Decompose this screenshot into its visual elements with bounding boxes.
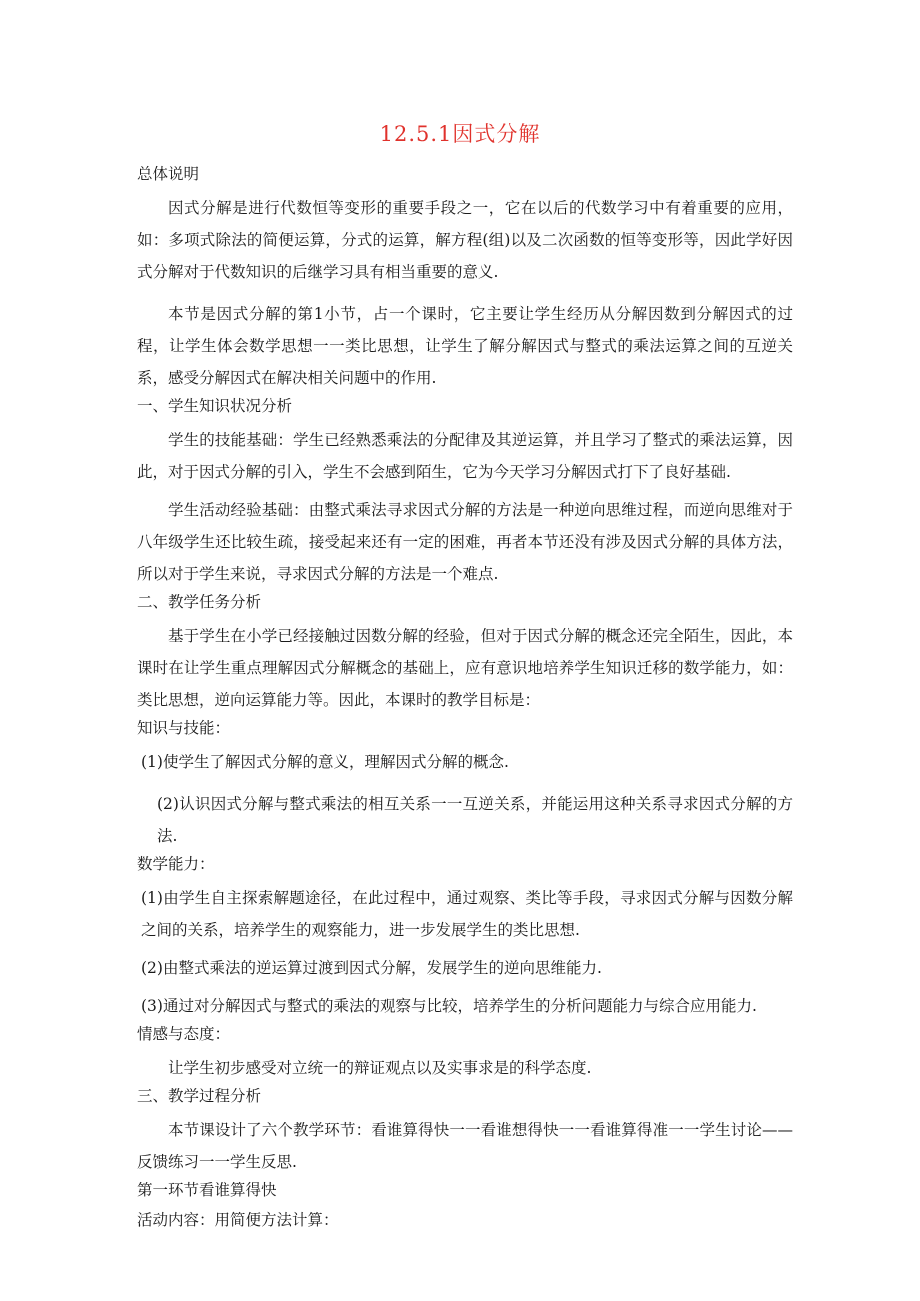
knowledge-heading: 知识与技能：	[137, 719, 231, 737]
overview-paragraph-1: 因式分解是进行代数恒等变形的重要手段之一，它在以后的代数学习中有着重要的应用，如：多项式除法的简便运算，分式的运算，解方程(组)以及二次函数的恒等变形等，因此学好因式分解对于代数知识的后继学习具有相当重要的意义.	[137, 199, 793, 281]
knowledge-item-1: (1)使学生了解因式分解的意义，理解因式分解的概念.	[141, 753, 509, 771]
page-title: 12.5.1因式分解	[379, 122, 541, 146]
section-2-heading: 二、教学任务分析	[137, 593, 262, 611]
section-1-paragraph-1: 学生的技能基础：学生已经熟悉乘法的分配律及其逆运算，并且学习了整式的乘法运算，因此，对于因式分解的引入，学生不会感到陌生，它为今天学习分解因式打下了良好基础.	[137, 431, 793, 481]
overview-paragraph-2: 本节是因式分解的第1小节，占一个课时，它主要让学生经历从分解因数到分解因式的过程，让学生体会数学思想一一类比思想，让学生了解分解因式与整式的乘法运算之间的互逆关系，感受分解因式在解决相关问题中的作用.	[137, 305, 793, 387]
step-1-heading: 第一环节看谁算得快	[137, 1181, 277, 1199]
emotion-paragraph: 让学生初步感受对立统一的辩证观点以及实事求是的科学态度.	[168, 1059, 592, 1077]
math-ability-item-1: (1)由学生自主探索解题途径，在此过程中，通过观察、类比等手段，寻求因式分解与因数分解之间的关系，培养学生的观察能力，进一步发展学生的类比思想.	[141, 889, 793, 939]
math-ability-item-3: (3)通过对分解因式与整式的乘法的观察与比较，培养学生的分析问题能力与综合应用能力.	[141, 997, 757, 1015]
section-2-paragraph-1: 基于学生在小学已经接触过因数分解的经验，但对于因式分解的概念还完全陌生，因此，本课时在让学生重点理解因式分解概念的基础上，应有意识地培养学生知识迁移的数学能力，如：类比思想，逆向运算能力等。因此，本课时的教学目标是：	[137, 627, 793, 709]
emotion-heading: 情感与态度：	[137, 1025, 231, 1043]
overview-heading: 总体说明	[137, 165, 200, 183]
document-body	[137, 162, 793, 1232]
section-3-heading: 三、教学过程分析	[137, 1087, 262, 1105]
section-3-paragraph-1: 本节课设计了六个教学环节：看谁算得快一一看谁想得快一一看谁算得准一一学生讨论——反馈练习一一学生反思.	[137, 1121, 793, 1171]
knowledge-item-2: (2)认识因式分解与整式乘法的相互关系一一互逆关系，并能运用这种关系寻求因式分解的方法.	[157, 795, 793, 845]
math-ability-heading: 数学能力：	[137, 855, 215, 873]
activity-content: 活动内容：用简便方法计算：	[137, 1211, 339, 1229]
section-1-paragraph-2: 学生活动经验基础：由整式乘法寻求因式分解的方法是一种逆向思维过程，而逆向思维对于八年级学生还比较生疏，接受起来还有一定的困难，再者本节还没有涉及因式分解的具体方法，所以对于学生来说，寻求因式分解的方法是一个难点.	[137, 501, 793, 583]
math-ability-item-2: (2)由整式乘法的逆运算过渡到因式分解，发展学生的逆向思维能力.	[141, 959, 602, 977]
section-1-heading: 一、学生知识状况分析	[137, 397, 293, 415]
